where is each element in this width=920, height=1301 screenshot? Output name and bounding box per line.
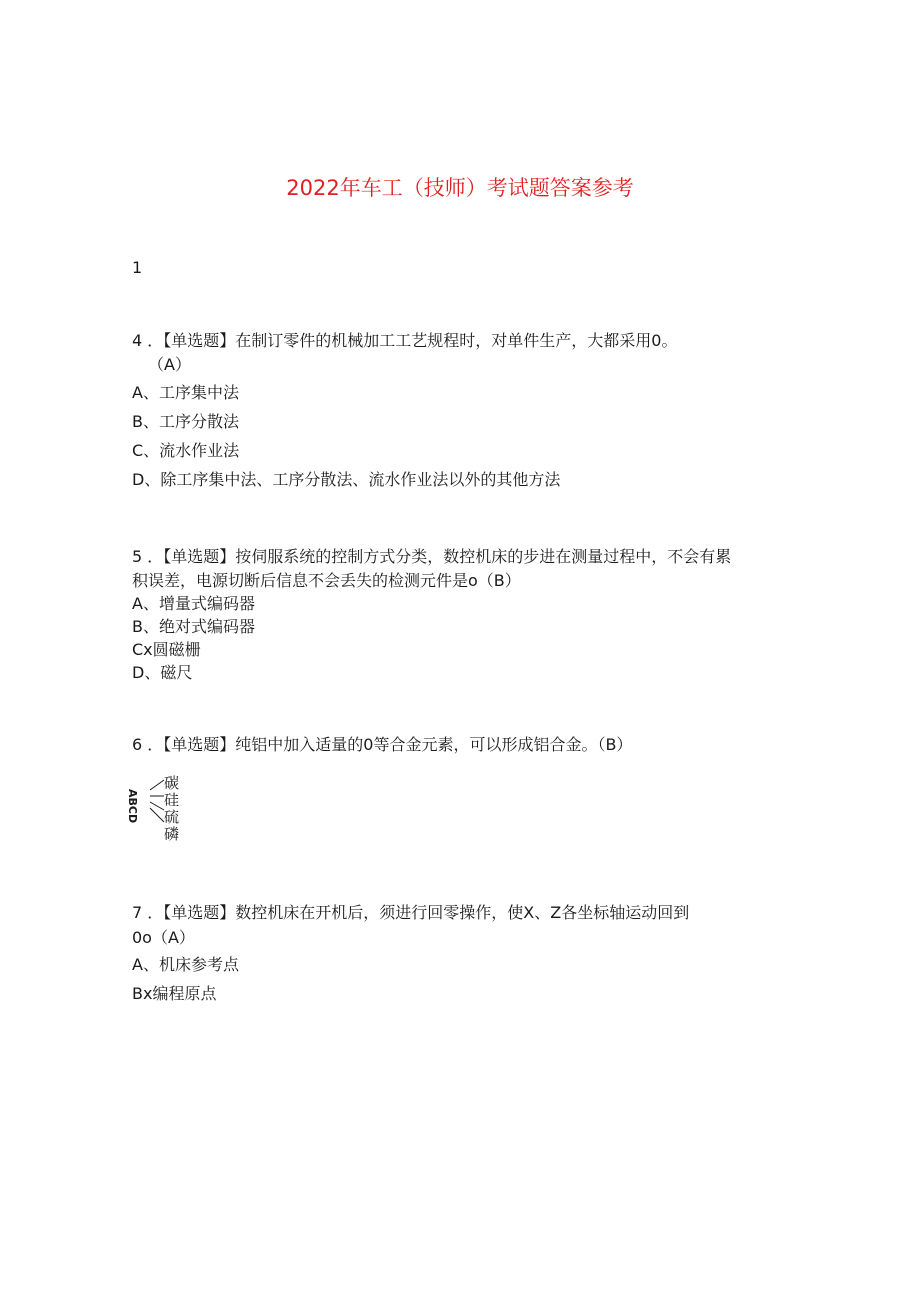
question-stem-continued: 0o（A） [132, 928, 195, 947]
option-b: Bx编程原点 [132, 984, 217, 1003]
question-answer: （A） [148, 355, 191, 374]
option-a: A、机床参考点 [132, 955, 239, 974]
question-stem: 6 ．【单选题】纯铝中加入适量的0等合金元素，可以形成铝合金。（B） [132, 735, 633, 754]
page-number: 1 [132, 258, 143, 277]
document-title: 2022年车工（技师）考试题答案参考 [286, 176, 634, 200]
question-stem-continued: 积误差，电源切断后信息不会丢失的检测元件是o（B） [132, 571, 521, 590]
question-stem: 7 ．【单选题】数控机床在开机后，须进行回零操作，使X、Z各坐标轴运动回到 [132, 903, 690, 922]
option-b: 硅 [164, 791, 180, 809]
option-d: D、磁尺 [132, 663, 193, 682]
option-a: A、增量式编码器 [132, 594, 255, 613]
option-a: 碳 [164, 774, 180, 792]
option-b: B、绝对式编码器 [132, 617, 255, 636]
option-d: D、除工序集中法、工序分散法、流水作业法以外的其他方法 [132, 470, 561, 489]
question-stem: 4 ．【单选题】在制订零件的机械加工工艺规程时，对单件生产，大都采用0。 [132, 331, 678, 350]
option-b: B、工序分散法 [132, 412, 239, 431]
option-c: Cx圆磁栅 [132, 640, 201, 659]
option-d: 磷 [164, 825, 180, 843]
question-stem: 5 ．【单选题】按伺服系统的控制方式分类，数控机床的步进在测量过程中，不会有累 [132, 547, 732, 566]
option-a: A、工序集中法 [132, 383, 239, 402]
option-c: C、流水作业法 [132, 441, 240, 460]
option-c: 硫 [164, 808, 180, 826]
option-letters-vertical: ABCD [126, 789, 139, 824]
